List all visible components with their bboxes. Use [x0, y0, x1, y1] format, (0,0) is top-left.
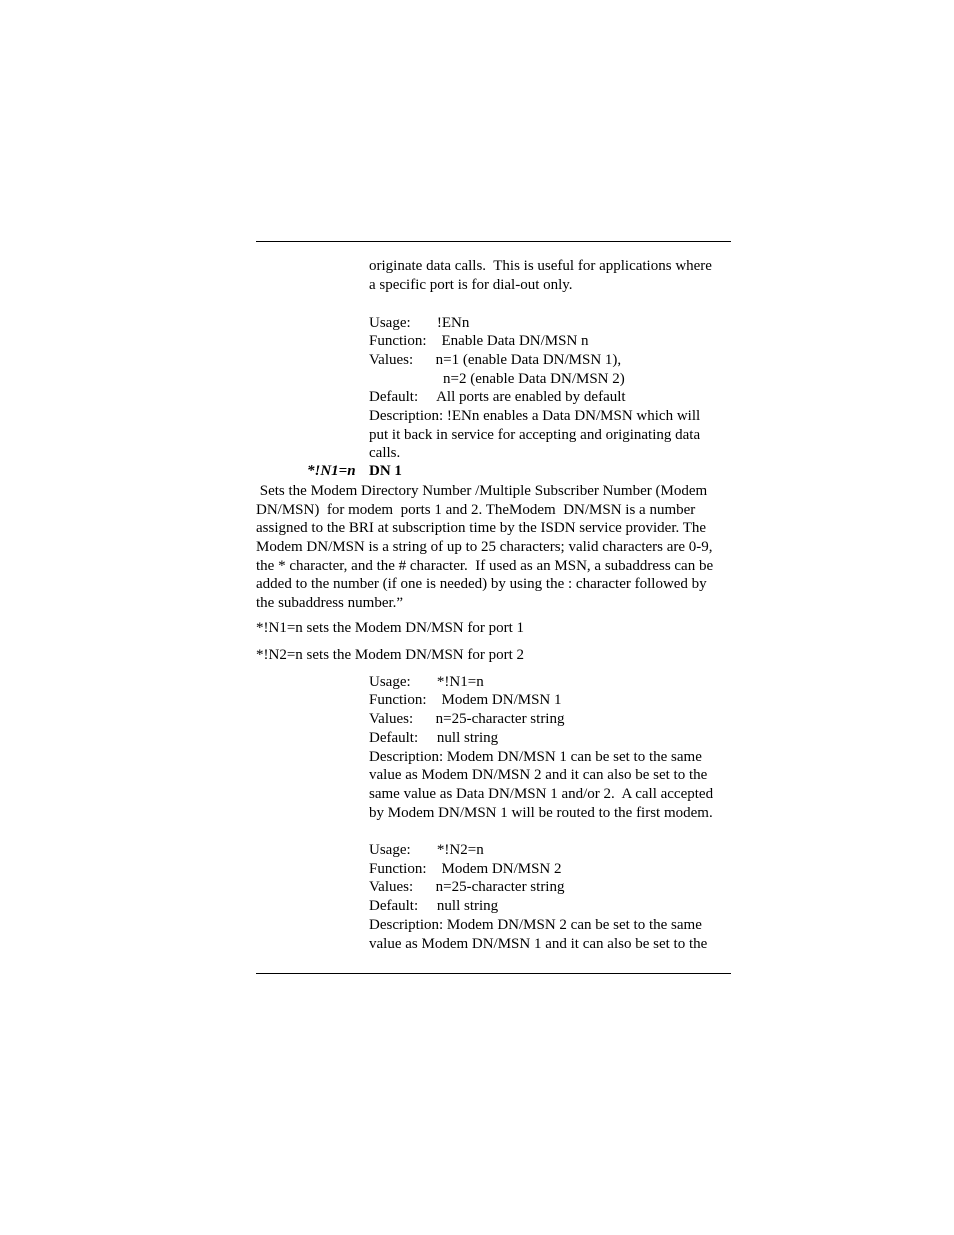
values-line: Values: n=25-character string: [369, 711, 565, 727]
function-line: Function: Enable Data DN/MSN n: [369, 333, 589, 349]
paragraph-line: Sets the Modem Directory Number /Multiple Subscriber Number (Modem: [256, 483, 708, 499]
section-title: DN 1: [369, 463, 402, 479]
default-line: Default: All ports are enabled by default: [369, 389, 626, 405]
description-line: Description: !ENn enables a Data DN/MSN which will: [369, 408, 701, 424]
function-line: Function: Modem DN/MSN 1: [369, 692, 562, 708]
paragraph-line: Modem DN/MSN is a string of up to 25 characters; valid characters are 0-9,: [256, 539, 713, 555]
values-line: Values: n=1 (enable Data DN/MSN 1),: [369, 352, 622, 368]
description-line: Description: Modem DN/MSN 1 can be set to the same: [369, 749, 702, 765]
port2-line: *!N2=n sets the Modem DN/MSN for port 2: [256, 647, 525, 663]
port1-line: *!N1=n sets the Modem DN/MSN for port 1: [256, 620, 525, 636]
text-line: a specific port is for dial-out only.: [369, 277, 573, 293]
description-line: calls.: [369, 445, 401, 461]
usage-line: Usage: !ENn: [369, 315, 470, 331]
command-label: *!N1=n: [307, 463, 356, 479]
function-line: Function: Modem DN/MSN 2: [369, 861, 562, 877]
usage-line: Usage: *!N1=n: [369, 674, 484, 690]
description-line: same value as Data DN/MSN 1 and/or 2. A call accepted: [369, 786, 714, 802]
default-line: Default: null string: [369, 730, 499, 746]
description-line: put it back in service for accepting and originating data: [369, 427, 701, 443]
description-line: Description: Modem DN/MSN 2 can be set to the same: [369, 917, 702, 933]
default-line: Default: null string: [369, 898, 499, 914]
paragraph-line: the * character, and the # character. If used as an MSN, a subaddress can be: [256, 558, 714, 574]
footer-rule: [256, 973, 731, 974]
header-rule: [256, 241, 731, 242]
paragraph-line: added to the number (if one is needed) by using the : character followed by: [256, 576, 707, 592]
description-line: value as Modem DN/MSN 1 and it can also be set to the: [369, 936, 708, 952]
description-line: by Modem DN/MSN 1 will be routed to the first modem.: [369, 805, 713, 821]
text-line: originate data calls. This is useful for applications where: [369, 258, 712, 274]
description-line: value as Modem DN/MSN 2 and it can also be set to the: [369, 767, 708, 783]
values-line: Values: n=25-character string: [369, 879, 565, 895]
paragraph-line: assigned to the BRI at subscription time by the ISDN service provider. The: [256, 520, 707, 536]
usage-line: Usage: *!N2=n: [369, 842, 484, 858]
paragraph-line: the subaddress number.”: [256, 595, 404, 611]
values-line: n=2 (enable Data DN/MSN 2): [443, 371, 625, 387]
paragraph-line: DN/MSN) for modem ports 1 and 2. TheModem DN/MSN is a number: [256, 502, 696, 518]
